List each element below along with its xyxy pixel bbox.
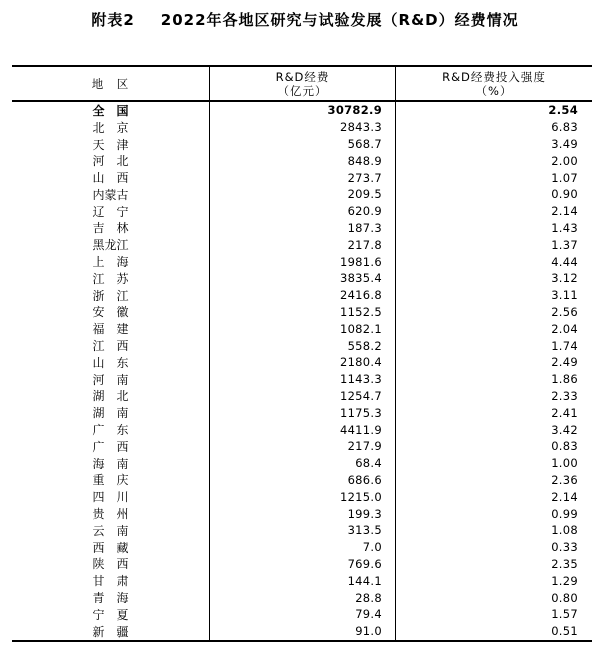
rd-expenditure-cell: 4411.9	[209, 421, 395, 438]
rd-intensity-cell: 2.14	[395, 488, 592, 505]
rd-intensity-cell: 2.00	[395, 152, 592, 169]
rd-intensity-cell: 0.83	[395, 438, 592, 455]
table-row	[12, 270, 592, 287]
table-row	[12, 236, 592, 253]
region-cell: 河 北	[92, 154, 129, 169]
table-row	[12, 438, 592, 455]
rd-expenditure-cell: 848.9	[209, 152, 395, 169]
table-row	[12, 102, 592, 119]
table-row	[12, 203, 592, 220]
table-row	[12, 539, 592, 556]
rd-expenditure-cell: 30782.9	[209, 102, 395, 119]
rd-intensity-cell: 2.54	[395, 102, 592, 119]
rd-intensity-cell: 2.35	[395, 556, 592, 573]
region-cell: 吉 林	[92, 221, 129, 236]
region-cell: 江 西	[92, 339, 129, 354]
rd-expenditure-cell: 199.3	[209, 505, 395, 522]
region-cell: 青 海	[92, 591, 129, 606]
rd-expenditure-table	[12, 65, 592, 642]
region-cell: 内蒙古	[92, 187, 129, 202]
region-cell: 全 国	[92, 103, 129, 118]
region-cell: 山 西	[92, 171, 129, 186]
rd-expenditure-cell: 187.3	[209, 220, 395, 237]
table-row	[12, 186, 592, 203]
rd-expenditure-cell: 1152.5	[209, 304, 395, 321]
rd-intensity-cell: 1.37	[395, 236, 592, 253]
rd-expenditure-cell: 273.7	[209, 169, 395, 186]
rd-intensity-cell: 1.57	[395, 606, 592, 623]
rd-intensity-cell: 3.11	[395, 287, 592, 304]
region-cell: 山 东	[92, 355, 129, 370]
rd-expenditure-cell: 1215.0	[209, 488, 395, 505]
column-header-region-label: 地 区	[91, 76, 130, 91]
region-cell: 广 西	[92, 439, 129, 454]
region-cell: 陕 西	[92, 557, 129, 572]
rd-expenditure-cell: 217.9	[209, 438, 395, 455]
table-row	[12, 337, 592, 354]
table-title-text: 2022年各地区研究与试验发展（R&D）经费情况	[160, 11, 519, 29]
rd-expenditure-cell: 313.5	[209, 522, 395, 539]
rd-expenditure-cell: 28.8	[209, 589, 395, 606]
table-number-label: 附表2	[91, 11, 135, 29]
region-cell: 云 南	[92, 523, 129, 538]
table-row	[12, 606, 592, 623]
region-cell: 广 东	[92, 423, 129, 438]
rd-expenditure-cell: 1143.3	[209, 371, 395, 388]
table-row	[12, 488, 592, 505]
rd-expenditure-cell: 1254.7	[209, 388, 395, 405]
rd-expenditure-cell: 1175.3	[209, 404, 395, 421]
rd-intensity-cell: 2.14	[395, 203, 592, 220]
rd-intensity-cell: 1.07	[395, 169, 592, 186]
rd-expenditure-cell: 568.7	[209, 136, 395, 153]
rd-expenditure-cell: 7.0	[209, 539, 395, 556]
rd-intensity-cell: 1.43	[395, 220, 592, 237]
rd-expenditure-cell: 79.4	[209, 606, 395, 623]
region-cell: 湖 南	[92, 406, 129, 421]
table-row	[12, 505, 592, 522]
region-cell: 新 疆	[92, 624, 129, 639]
table-row	[12, 472, 592, 489]
rd-expenditure-cell: 558.2	[209, 337, 395, 354]
rd-expenditure-cell: 620.9	[209, 203, 395, 220]
column-header-rd-expenditure	[209, 67, 395, 100]
table-row	[12, 119, 592, 136]
table-row	[12, 136, 592, 153]
region-cell: 辽 宁	[92, 204, 129, 219]
region-cell: 四 川	[92, 490, 129, 505]
rd-intensity-cell: 1.00	[395, 455, 592, 472]
table-row	[12, 304, 592, 321]
table-row	[12, 404, 592, 421]
column-header-rd-intensity	[395, 67, 592, 100]
rd-intensity-cell: 3.49	[395, 136, 592, 153]
rd-intensity-cell: 2.36	[395, 472, 592, 489]
rd-intensity-cell: 0.51	[395, 623, 592, 640]
region-cell: 天 津	[92, 137, 129, 152]
rd-intensity-cell: 1.29	[395, 572, 592, 589]
region-cell: 浙 江	[92, 288, 129, 303]
table-row	[12, 320, 592, 337]
rd-intensity-cell: 2.33	[395, 388, 592, 405]
rd-intensity-cell: 3.12	[395, 270, 592, 287]
region-cell: 湖 北	[92, 389, 129, 404]
rd-intensity-cell: 3.42	[395, 421, 592, 438]
rd-expenditure-cell: 2843.3	[209, 119, 395, 136]
table-row	[12, 522, 592, 539]
rd-expenditure-cell: 769.6	[209, 556, 395, 573]
rd-intensity-cell: 0.99	[395, 505, 592, 522]
table-row	[12, 388, 592, 405]
rd-expenditure-cell: 91.0	[209, 623, 395, 640]
rd-intensity-cell: 1.08	[395, 522, 592, 539]
table-row	[12, 623, 592, 640]
table-row	[12, 354, 592, 371]
rd-expenditure-cell: 1981.6	[209, 253, 395, 270]
rd-intensity-cell: 4.44	[395, 253, 592, 270]
region-cell: 贵 州	[92, 507, 129, 522]
table-row	[12, 253, 592, 270]
rd-intensity-cell: 2.49	[395, 354, 592, 371]
table-row	[12, 556, 592, 573]
table-body	[12, 102, 592, 640]
region-cell: 北 京	[92, 120, 129, 135]
rd-expenditure-cell: 2416.8	[209, 287, 395, 304]
region-cell: 西 藏	[92, 540, 129, 555]
column-header-rd-intensity-unit: （%）	[475, 83, 513, 98]
rd-expenditure-cell: 209.5	[209, 186, 395, 203]
region-cell: 上 海	[92, 255, 129, 270]
rd-intensity-cell: 2.04	[395, 320, 592, 337]
rd-expenditure-cell: 2180.4	[209, 354, 395, 371]
table-row	[12, 371, 592, 388]
rd-intensity-cell: 1.74	[395, 337, 592, 354]
column-header-region	[12, 67, 209, 100]
table-row	[12, 455, 592, 472]
rd-expenditure-cell: 68.4	[209, 455, 395, 472]
table-row	[12, 152, 592, 169]
column-header-rd-expenditure-label: R&D经费	[275, 69, 330, 84]
rd-intensity-cell: 6.83	[395, 119, 592, 136]
region-cell: 黑龙江	[92, 238, 129, 253]
rd-intensity-cell: 0.90	[395, 186, 592, 203]
region-cell: 重 庆	[92, 473, 129, 488]
region-cell: 甘 肃	[92, 574, 129, 589]
table-row	[12, 589, 592, 606]
region-cell: 宁 夏	[92, 607, 129, 622]
column-header-rd-expenditure-unit: （亿元）	[277, 83, 328, 98]
region-cell: 福 建	[92, 322, 129, 337]
table-row	[12, 169, 592, 186]
table-row	[12, 572, 592, 589]
column-header-rd-intensity-label: R&D经费投入强度	[442, 69, 546, 84]
region-cell: 河 南	[92, 372, 129, 387]
rd-intensity-cell: 0.80	[395, 589, 592, 606]
region-cell: 安 徽	[92, 305, 129, 320]
table-row	[12, 421, 592, 438]
rd-expenditure-cell: 1082.1	[209, 320, 395, 337]
table-row	[12, 220, 592, 237]
rd-intensity-cell: 2.56	[395, 304, 592, 321]
region-cell: 海 南	[92, 456, 129, 471]
rd-expenditure-cell: 144.1	[209, 572, 395, 589]
rd-intensity-cell: 1.86	[395, 371, 592, 388]
rd-intensity-cell: 2.41	[395, 404, 592, 421]
table-header-row	[12, 67, 592, 102]
region-cell: 江 苏	[92, 271, 129, 286]
rd-expenditure-cell: 686.6	[209, 472, 395, 489]
rd-expenditure-cell: 3835.4	[209, 270, 395, 287]
rd-intensity-cell: 0.33	[395, 539, 592, 556]
table-row	[12, 287, 592, 304]
rd-expenditure-cell: 217.8	[209, 236, 395, 253]
table-title	[0, 9, 610, 30]
